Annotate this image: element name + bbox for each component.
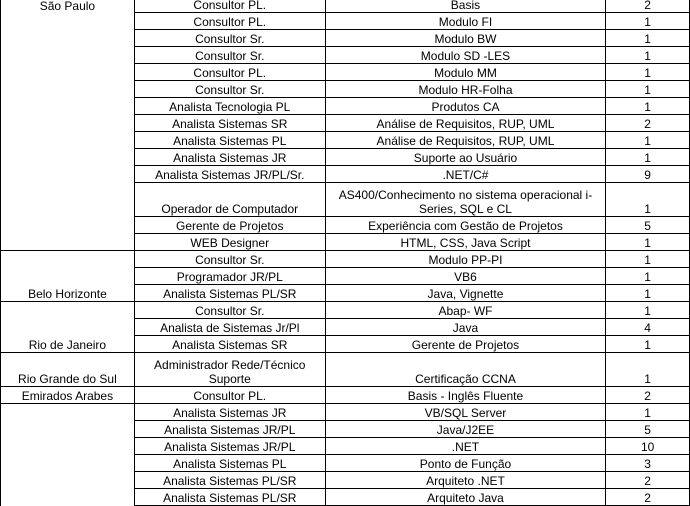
city-cell[interactable] [1,98,135,115]
role-cell[interactable]: Analista Sistemas PL/SR [134,285,325,302]
city-cell[interactable] [1,268,135,285]
city-cell[interactable] [1,81,135,98]
skill-cell[interactable]: Basis - Inglês Fluente [325,387,606,404]
role-cell[interactable]: Analista Sistemas SR [134,336,325,353]
city-cell[interactable] [1,149,135,166]
city-cell[interactable] [1,319,135,336]
role-cell[interactable]: Analista Sistemas JR/PL [134,421,325,438]
quantity-cell[interactable]: 1 [606,47,690,64]
skill-cell[interactable]: .NET [325,438,606,455]
skill-cell[interactable]: Basis [325,0,606,13]
city-cell[interactable] [1,438,135,455]
role-cell[interactable]: Gerente de Projetos [134,217,325,234]
quantity-cell[interactable]: 1 [606,336,690,353]
role-cell[interactable]: Operador de Computador [134,183,325,217]
city-cell[interactable]: São Paulo [1,0,135,13]
city-cell[interactable] [1,132,135,149]
table-row [1,268,690,285]
table-row [1,149,690,166]
city-cell[interactable] [1,302,135,319]
skill-cell[interactable]: Gerente de Projetos [325,336,606,353]
quantity-cell[interactable]: 1 [606,132,690,149]
quantity-cell[interactable]: 1 [606,302,690,319]
table-row [1,353,690,387]
skill-cell[interactable]: Java [325,319,606,336]
quantity-cell[interactable]: 2 [606,0,690,13]
table-row [1,0,690,13]
quantity-cell[interactable]: 5 [606,217,690,234]
city-cell[interactable] [1,455,135,472]
quantity-cell[interactable]: 1 [606,64,690,81]
table-row [1,302,690,319]
role-cell[interactable]: Analista Sistemas JR/PL [134,438,325,455]
city-cell[interactable] [1,47,135,64]
role-cell[interactable]: Administrador Rede/Técnico Suporte [134,353,325,387]
role-cell[interactable]: Analista Sistemas SR [134,115,325,132]
role-cell[interactable]: Analista Sistemas JR/PL/Sr. [134,166,325,183]
table-row [1,81,690,98]
city-cell[interactable] [1,166,135,183]
city-cell[interactable] [1,115,135,132]
skill-cell[interactable]: Análise de Requisitos, RUP, UML [325,132,606,149]
role-cell[interactable]: Consultor Sr. [134,251,325,268]
table-row [1,64,690,81]
skill-cell[interactable]: VB6 [325,268,606,285]
table-row [1,455,690,472]
quantity-cell[interactable]: 1 [606,234,690,251]
quantity-cell[interactable]: 9 [606,166,690,183]
quantity-cell[interactable]: 2 [606,115,690,132]
skill-cell[interactable]: Modulo BW [325,30,606,47]
role-cell[interactable]: Consultor PL. [134,64,325,81]
skill-cell[interactable]: AS400/Conhecimento no sistema operacional i-Series, SQL e CL [325,183,606,217]
role-cell[interactable]: Analista Sistemas JR [134,404,325,421]
skill-cell[interactable]: Análise de Requisitos, RUP, UML [325,115,606,132]
table-row [1,438,690,455]
skill-cell[interactable]: Certificação CCNA [325,353,606,387]
city-cell[interactable]: Rio de Janeiro [1,336,135,353]
table-row [1,489,690,506]
city-cell[interactable] [1,13,135,30]
role-cell[interactable]: Consultor Sr. [134,81,325,98]
city-cell[interactable] [1,64,135,81]
skill-cell[interactable]: Modulo FI [325,13,606,30]
table-row [1,285,690,302]
quantity-cell[interactable]: 1 [606,251,690,268]
city-cell[interactable] [1,183,135,217]
skill-cell[interactable]: Java/J2EE [325,421,606,438]
quantity-cell[interactable]: 1 [606,353,690,387]
quantity-cell[interactable]: 4 [606,319,690,336]
table-row [1,13,690,30]
quantity-cell[interactable]: 5 [606,421,690,438]
skill-cell[interactable]: Modulo MM [325,64,606,81]
table-body [1,0,690,506]
table-row [1,404,690,421]
quantity-cell[interactable]: 1 [606,30,690,47]
quantity-cell[interactable]: 1 [606,98,690,115]
city-cell[interactable]: Rio Grande do Sul [1,353,135,387]
role-cell[interactable]: Analista Sistemas JR [134,149,325,166]
table-row [1,183,690,217]
role-cell[interactable]: Analista Sistemas PL [134,132,325,149]
city-cell[interactable] [1,251,135,268]
skill-cell[interactable]: Ponto de Função [325,455,606,472]
table-row [1,166,690,183]
quantity-cell[interactable]: 1 [606,13,690,30]
role-cell[interactable]: Programador JR/PL [134,268,325,285]
role-cell[interactable]: Consultor Sr. [134,302,325,319]
role-cell[interactable]: Consultor Sr. [134,30,325,47]
role-cell[interactable]: Analista de Sistemas Jr/Pl [134,319,325,336]
role-cell[interactable]: Consultor PL. [134,0,325,13]
table-row [1,47,690,64]
quantity-cell[interactable]: 2 [606,472,690,489]
city-cell[interactable]: Emirados Arabes [1,387,135,404]
city-cell[interactable] [1,489,135,506]
role-cell[interactable]: WEB Designer [134,234,325,251]
table-row [1,234,690,251]
skill-cell[interactable]: Modulo HR-Folha [325,81,606,98]
role-cell[interactable]: Consultor Sr. [134,47,325,64]
city-cell[interactable] [1,404,135,421]
quantity-cell[interactable]: 1 [606,404,690,421]
city-cell[interactable]: Belo Horizonte [1,285,135,302]
quantity-cell[interactable]: 1 [606,149,690,166]
quantity-cell[interactable]: 1 [606,183,690,217]
table-row [1,387,690,404]
table-row [1,98,690,115]
quantity-cell[interactable]: 3 [606,455,690,472]
table-row [1,115,690,132]
table-row [1,336,690,353]
skill-cell[interactable]: Arquiteto Java [325,489,606,506]
quantity-cell[interactable]: 1 [606,268,690,285]
role-cell[interactable]: Analista Sistemas PL [134,455,325,472]
quantity-cell[interactable]: 1 [606,285,690,302]
skill-cell[interactable]: Java, Vignette [325,285,606,302]
quantity-cell[interactable]: 1 [606,81,690,98]
city-cell[interactable] [1,421,135,438]
table-row [1,319,690,336]
table-row [1,421,690,438]
table-row [1,472,690,489]
skill-cell[interactable]: Suporte ao Usuário [325,149,606,166]
quantity-cell[interactable]: 10 [606,438,690,455]
role-cell[interactable]: Analista Sistemas PL/SR [134,472,325,489]
city-cell[interactable] [1,30,135,47]
skill-cell[interactable]: HTML, CSS, Java Script [325,234,606,251]
table-row [1,132,690,149]
skill-cell[interactable]: Produtos CA [325,98,606,115]
skill-cell[interactable]: .NET/C# [325,166,606,183]
quantity-cell[interactable]: 2 [606,387,690,404]
skill-cell[interactable]: Experiência com Gestão de Projetos [325,217,606,234]
skill-cell[interactable]: VB/SQL Server [325,404,606,421]
skill-cell[interactable]: Modulo SD -LES [325,47,606,64]
role-cell[interactable]: Analista Tecnologia PL [134,98,325,115]
table-row [1,251,690,268]
city-cell[interactable] [1,217,135,234]
skill-cell[interactable]: Arquiteto .NET [325,472,606,489]
role-cell[interactable]: Consultor PL. [134,13,325,30]
table-row [1,30,690,47]
quantity-cell[interactable]: 2 [606,489,690,506]
city-cell[interactable] [1,234,135,251]
skill-cell[interactable]: Modulo PP-PI [325,251,606,268]
city-cell[interactable] [1,472,135,489]
role-cell[interactable]: Analista Sistemas PL/SR [134,489,325,506]
role-cell[interactable]: Consultor PL. [134,387,325,404]
skill-cell[interactable]: Abap- WF [325,302,606,319]
table-row [1,217,690,234]
